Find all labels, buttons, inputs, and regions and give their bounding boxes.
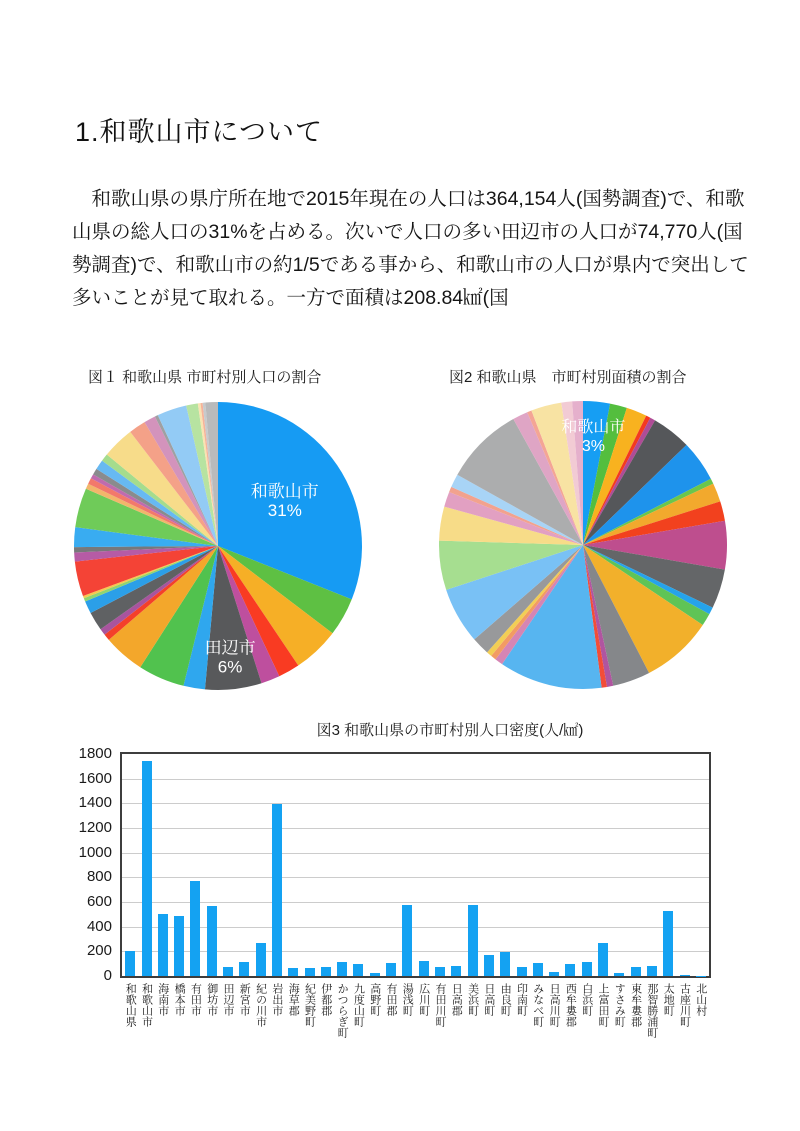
bar	[647, 966, 657, 976]
bar	[386, 963, 396, 976]
x-axis-tick-label: 東牟婁郡	[629, 983, 642, 1027]
x-axis-tick-label: 田辺市	[222, 983, 234, 1016]
figure2-caption: 図2 和歌山県 市町村別面積の割合	[449, 369, 687, 386]
bar	[321, 967, 331, 976]
x-axis-tick-label: 美浜町	[466, 983, 479, 1016]
bar	[598, 943, 608, 976]
bar	[549, 972, 559, 976]
bar	[435, 967, 445, 976]
bar	[337, 962, 347, 976]
x-axis-tick-label: 新宮市	[238, 983, 251, 1016]
x-axis-tick-label: 日高町	[482, 983, 495, 1016]
bar	[223, 967, 233, 976]
bar	[370, 973, 380, 976]
x-axis-tick-label: 西牟婁郡	[564, 983, 577, 1027]
y-axis-tick-label: 200	[86, 942, 112, 960]
x-axis-tick-label: すさみ町	[613, 983, 626, 1027]
x-axis-tick-label: 日高川町	[548, 983, 561, 1027]
bar	[419, 961, 429, 976]
page-title: 1.和歌山市について	[75, 117, 323, 147]
bar	[305, 968, 315, 976]
pie-slice-label: 和歌山市 31%	[250, 481, 319, 520]
figure1-caption: 図１ 和歌山県 市町村別人口の割合	[88, 369, 322, 386]
x-axis-tick-label: 海南市	[156, 983, 169, 1016]
y-axis-tick-label: 1200	[78, 819, 112, 836]
x-axis-tick-label: 白浜町	[580, 983, 593, 1016]
gridline	[122, 779, 709, 780]
bar	[190, 881, 200, 976]
bar	[402, 905, 412, 977]
x-axis-tick-label: 御坊市	[205, 983, 218, 1016]
pie-slice-label: 田辺市 6%	[204, 638, 256, 677]
x-axis-tick-label: 古座川町	[678, 983, 691, 1027]
x-axis-tick-label: 和歌山市	[140, 983, 153, 1027]
bar	[239, 962, 249, 976]
bar	[663, 911, 673, 976]
bar	[142, 761, 152, 976]
bar	[680, 975, 690, 976]
bar	[614, 973, 624, 976]
x-axis-tick-label: 上富田町	[597, 983, 609, 1027]
figure3-caption: 図3 和歌山県の市町村別人口密度(人/㎢)	[316, 722, 584, 739]
x-axis-tick-label: 那智勝浦町	[645, 983, 658, 1038]
x-axis-tick-label: 紀の川市	[254, 983, 267, 1027]
x-axis-tick-label: 高野町	[368, 983, 381, 1016]
x-axis-tick-label: 海草郡	[287, 983, 300, 1016]
bar	[468, 905, 478, 977]
x-axis-tick-label: 太地町	[662, 983, 675, 1016]
bar	[696, 976, 706, 977]
pie-chart-population-share	[73, 401, 363, 691]
bar	[288, 968, 298, 976]
y-axis-tick-label: 0	[103, 967, 112, 984]
bar-chart-plot-area	[120, 752, 711, 978]
x-axis-tick-label: 和歌山県	[124, 983, 137, 1027]
bar	[272, 804, 282, 976]
gridline	[122, 853, 709, 854]
bar	[500, 952, 510, 976]
x-axis-tick-label: 由良町	[499, 983, 512, 1016]
pie-slice-label: 和歌山市 3%	[561, 419, 626, 456]
x-axis-tick-label: 九度山町	[352, 983, 365, 1027]
x-axis-tick-label: 有田郡	[385, 983, 397, 1016]
bar	[533, 963, 543, 976]
gridline	[122, 803, 709, 804]
gridline	[122, 902, 709, 903]
y-axis-tick-label: 1600	[78, 769, 112, 787]
x-axis-tick-label: 橋本市	[173, 983, 186, 1016]
x-axis-tick-label: 広川町	[417, 983, 430, 1016]
x-axis-tick-label: かつらぎ町	[336, 983, 349, 1038]
y-axis-tick-label: 1400	[78, 794, 112, 812]
bar	[484, 955, 494, 976]
x-axis-tick-label: 伊都郡	[319, 983, 332, 1016]
bar	[125, 951, 135, 976]
y-axis-tick-label: 1800	[78, 745, 112, 762]
bar	[517, 967, 527, 976]
body-paragraph: 和歌山県の県庁所在地で2015年現在の人口は364,154人(国勢調査)で、和歌山県の総人口の31%を占める。次いで人口の多い田辺市の人口が74,770人(国勢調査)で、和歌山市の約1/5である事から、和歌山市の人口が県内で突出して多いことが見て取れる。一方で面積は208.84㎢(国	[72, 188, 749, 309]
x-axis-tick-label: 有田市	[189, 983, 202, 1016]
y-axis-tick-label: 600	[86, 893, 112, 910]
x-axis-tick-label: 有田川町	[434, 983, 446, 1027]
x-axis-tick-label: 北山村	[694, 983, 707, 1016]
y-axis-tick-label: 800	[86, 868, 112, 886]
x-axis-tick-label: 日高郡	[450, 983, 463, 1016]
x-axis-tick-label: 湯浅町	[401, 983, 414, 1016]
x-axis-tick-label: みなべ町	[531, 983, 544, 1027]
gridline	[122, 828, 709, 829]
bar	[565, 964, 575, 976]
x-axis-tick-label: 紀美野町	[303, 983, 316, 1027]
bar	[207, 906, 217, 976]
bar	[174, 916, 184, 976]
y-axis-tick-label: 400	[86, 917, 112, 935]
bar	[631, 967, 641, 976]
bar	[353, 964, 363, 977]
bar	[158, 914, 168, 977]
x-axis-tick-label: 印南町	[515, 983, 528, 1016]
pie-chart-area-share	[438, 400, 728, 692]
gridline	[122, 877, 709, 878]
x-axis-tick-label: 岩出市	[270, 983, 283, 1016]
y-axis-tick-label: 1000	[78, 843, 112, 861]
bar	[256, 943, 266, 977]
bar	[451, 966, 461, 976]
bar	[582, 962, 592, 976]
